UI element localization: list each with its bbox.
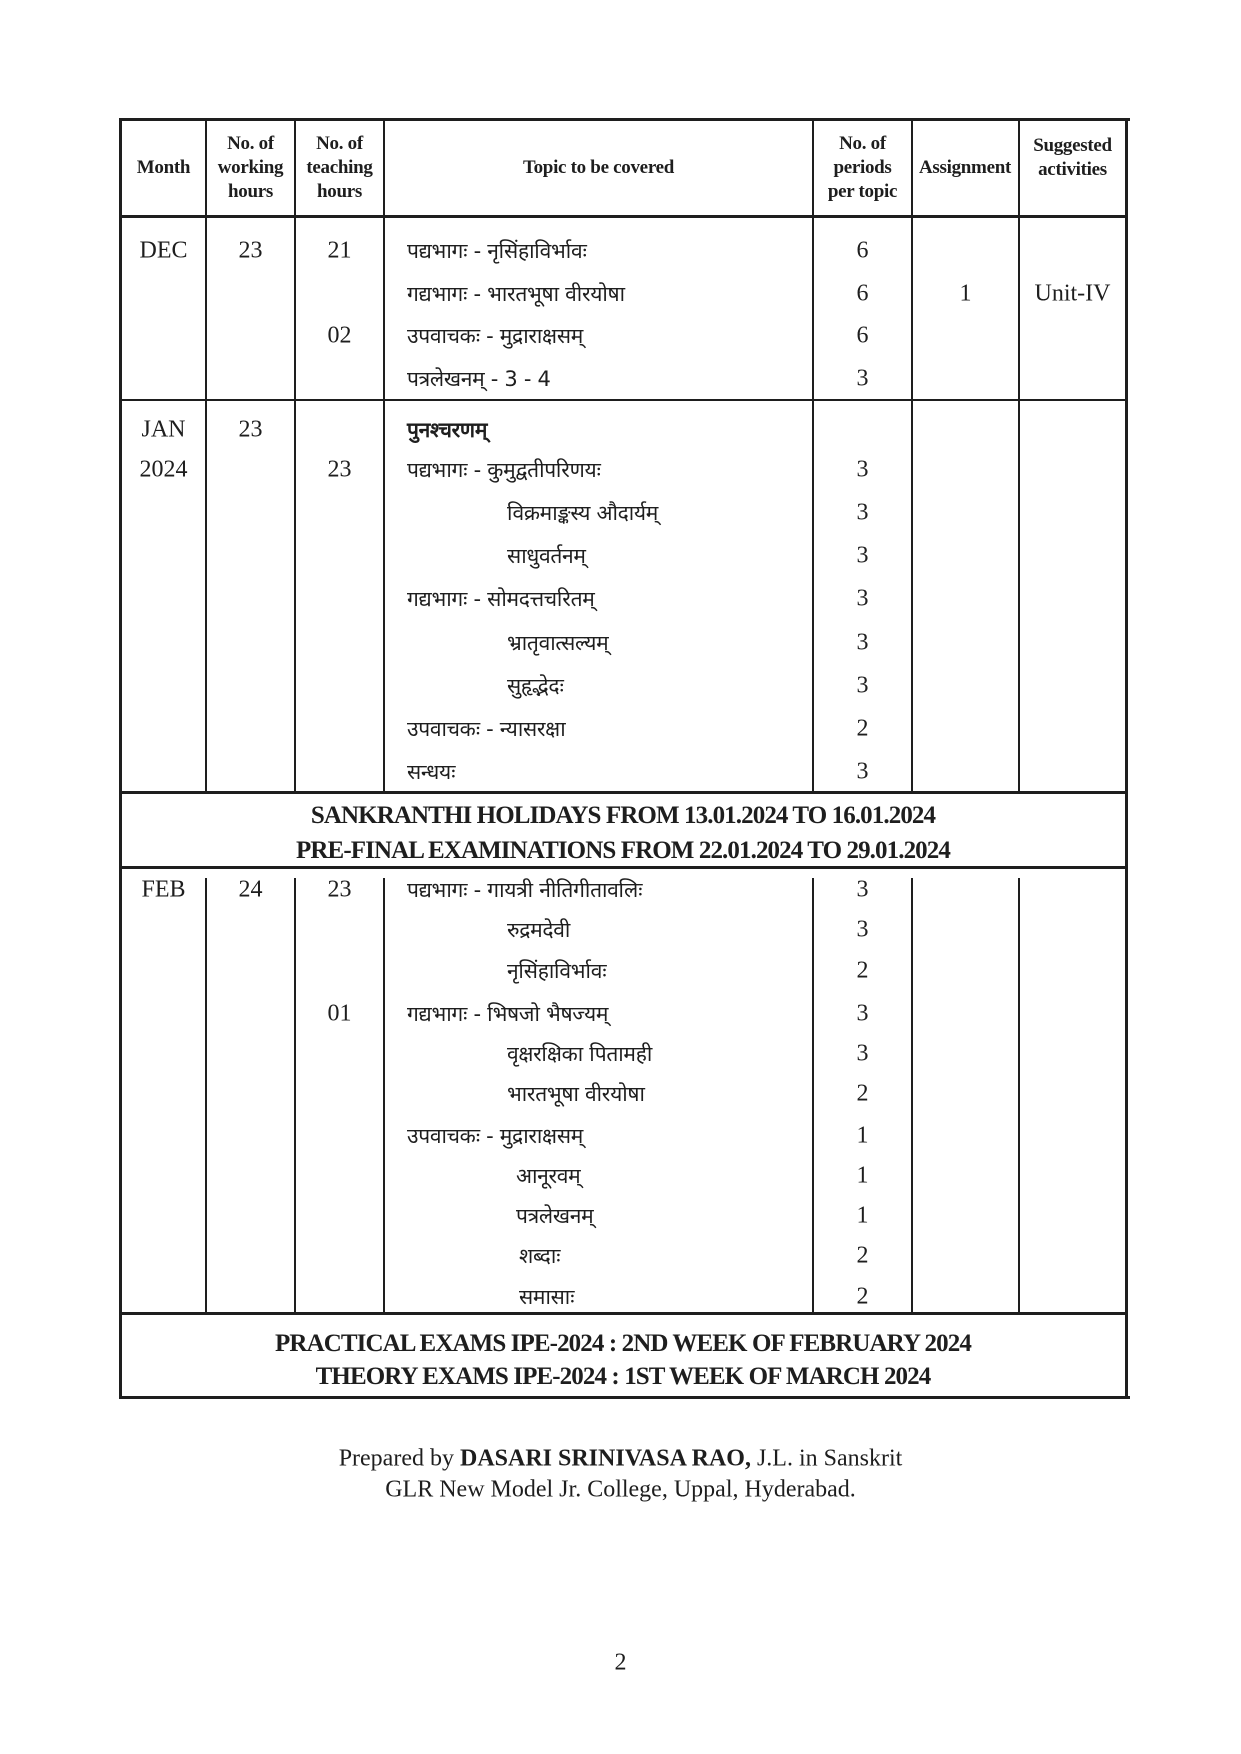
periods-cell: 3	[856, 672, 869, 699]
col-divider	[1018, 878, 1020, 1313]
assignment-cell: 1	[959, 280, 972, 307]
header-label-line: hours	[228, 181, 273, 202]
prepared-by-line	[0, 1446, 1241, 1473]
table-left-border	[119, 118, 122, 1399]
header-label-line: No. of	[316, 133, 363, 154]
header-label-line: No. of	[839, 133, 886, 154]
topic-text: गद्यभागः - भिषजो भैषज्यम्	[407, 1002, 609, 1026]
topic-text: सुहृद्भेदः	[507, 674, 564, 698]
topic-text: पत्रलेखनम् - 3 - 4	[407, 367, 551, 391]
col-divider	[911, 878, 913, 1313]
periods-cell: 6	[856, 280, 869, 307]
header-label-line: activities	[1038, 159, 1107, 180]
header-working-hours	[207, 121, 294, 215]
header-label-line: Suggested	[1033, 135, 1112, 156]
topic-text: पुनश्चरणम्	[407, 418, 488, 442]
periods-cell: 2	[856, 1283, 869, 1310]
topic-text: उपवाचकः - न्यासरक्षा	[407, 717, 566, 741]
header-label-line: working	[217, 157, 284, 178]
header-label-line: No. of	[227, 133, 274, 154]
teaching-hours-cell: 21	[327, 237, 352, 264]
topic-text: पद्यभागः - नृसिंहाविर्भावः	[407, 239, 587, 263]
col-divider	[383, 878, 385, 1313]
topic-text: नृसिंहाविर्भावः	[507, 959, 607, 983]
author-designation: J.L. in Sanskrit	[750, 1445, 903, 1472]
exam-notice-line: THEORY EXAMS IPE-2024 : 1ST WEEK OF MARCH 2024	[315, 1363, 931, 1390]
holiday-feb-divider	[119, 866, 1128, 869]
topic-text: साधुवर्तनम्	[507, 544, 586, 568]
author-name: DASARI SRINIVASA RAO,	[459, 1445, 751, 1472]
periods-cell: 3	[856, 876, 869, 903]
topic-text: आनूरवम्	[516, 1164, 581, 1188]
month-cell: JAN	[141, 416, 186, 443]
periods-cell: 3	[856, 629, 869, 656]
working-hours-cell: 23	[238, 237, 263, 264]
periods-cell: 6	[856, 322, 869, 349]
dec-jan-divider	[119, 399, 1128, 401]
periods-cell: 2	[856, 715, 869, 742]
table-bottom-border	[119, 1396, 1130, 1399]
periods-cell: 1	[856, 1122, 869, 1149]
periods-cell: 2	[856, 1242, 869, 1269]
page-number: 2	[614, 1649, 627, 1676]
col-divider	[294, 878, 296, 1313]
periods-cell: 2	[856, 957, 869, 984]
header-assignment-label: Assignment	[918, 157, 1011, 178]
periods-cell: 2	[856, 1080, 869, 1107]
teaching-hours-cell: 23	[327, 456, 352, 483]
topic-text: भारतभूषा वीरयोषा	[507, 1082, 645, 1106]
topic-text: पद्यभागः - गायत्री नीतिगीतावलिः	[407, 878, 643, 902]
periods-cell: 3	[856, 499, 869, 526]
teaching-hours-cell: 01	[327, 1000, 352, 1027]
periods-cell: 3	[856, 1040, 869, 1067]
working-hours-cell: 24	[238, 876, 263, 903]
holiday-notice-line: PRE-FINAL EXAMINATIONS FROM 22.01.2024 TO 29.01.2024	[296, 837, 950, 864]
working-hours-cell: 23	[238, 416, 263, 443]
periods-cell: 3	[856, 456, 869, 483]
teaching-hours-cell: 23	[327, 876, 352, 903]
header-assignment	[911, 121, 1019, 215]
institution-line: GLR New Model Jr. College, Uppal, Hyderabad.	[385, 1476, 856, 1503]
topic-text: उपवाचकः - मुद्राराक्षसम्	[407, 1124, 583, 1148]
topic-text: उपवाचकः - मुद्राराक्षसम्	[407, 324, 583, 348]
periods-cell: 3	[856, 365, 869, 392]
topic-text: समासाः	[519, 1285, 575, 1309]
activities-cell: Unit-IV	[1034, 280, 1111, 307]
month-year-cell: 2024	[139, 456, 188, 483]
table-right-border	[1125, 118, 1128, 1399]
header-teaching-hours	[296, 121, 383, 215]
periods-cell: 1	[856, 1162, 869, 1189]
header-divider	[119, 215, 1128, 218]
header-month	[122, 121, 205, 215]
periods-cell: 3	[856, 585, 869, 612]
topic-text: भ्रातृवात्सल्यम्	[507, 631, 609, 655]
feb-exam-divider	[119, 1312, 1128, 1315]
topic-text: विक्रमाङ्कस्य औदार्यम्	[507, 501, 659, 525]
header-label-line: hours	[317, 181, 362, 202]
periods-cell: 6	[856, 237, 869, 264]
periods-cell: 1	[856, 1202, 869, 1229]
header-topic	[385, 121, 812, 215]
col-divider	[205, 878, 207, 1313]
topic-text: पद्यभागः - कुमुद्वतीपरिणयः	[407, 458, 601, 482]
topic-text: गद्यभागः - सोमदत्तचरितम्	[407, 587, 595, 611]
header-label-line: teaching	[306, 157, 373, 178]
col-divider	[1018, 118, 1020, 792]
teaching-hours-cell: 02	[327, 322, 352, 349]
month-cell: FEB	[141, 876, 186, 903]
topic-text: शब्दाः	[519, 1244, 561, 1268]
topic-text: वृक्षरक्षिका पितामही	[507, 1042, 652, 1066]
periods-cell: 3	[856, 916, 869, 943]
periods-cell: 3	[856, 758, 869, 785]
col-divider	[383, 118, 385, 792]
header-periods	[814, 121, 911, 215]
exam-notice-line: PRACTICAL EXAMS IPE-2024 : 2ND WEEK OF FEBRUARY 2024	[275, 1330, 971, 1357]
month-cell: DEC	[139, 237, 188, 264]
col-divider	[294, 118, 296, 792]
header-activities	[1020, 111, 1125, 205]
topic-text: रुद्रमदेवी	[507, 918, 571, 942]
jan-holiday-divider	[119, 791, 1128, 794]
header-topic-label: Topic to be covered	[522, 157, 675, 178]
topic-text: पत्रलेखनम्	[516, 1204, 594, 1228]
topic-text: सन्धयः	[407, 760, 456, 784]
topic-text: गद्यभागः - भारतभूषा वीरयोषा	[407, 282, 625, 306]
col-divider	[911, 118, 913, 792]
header-label-line: per topic	[827, 181, 898, 202]
prepared-prefix: Prepared by	[338, 1445, 460, 1472]
periods-cell: 3	[856, 1000, 869, 1027]
col-divider	[205, 118, 207, 792]
holiday-notice-line: SANKRANTHI HOLIDAYS FROM 13.01.2024 TO 16.01.2024	[310, 802, 936, 829]
header-label-line: periods	[833, 157, 892, 178]
periods-cell: 3	[856, 542, 869, 569]
header-month-label: Month	[136, 157, 191, 178]
